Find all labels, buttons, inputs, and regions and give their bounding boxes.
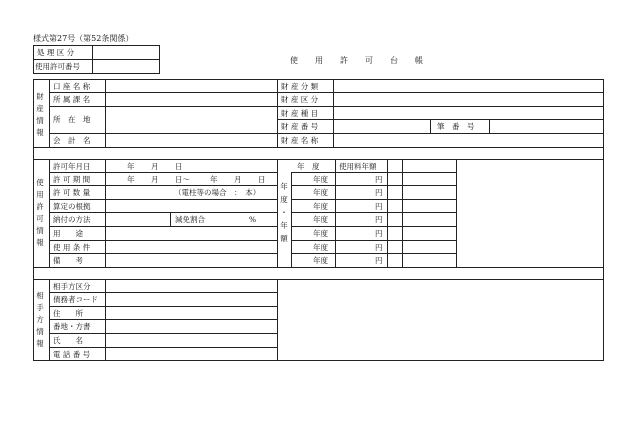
account-name-label: 口 座 名 称 <box>53 82 91 91</box>
name-label: 氏 名 <box>53 336 83 345</box>
fee-row-yen: 円 <box>375 256 383 265</box>
permit-date-year: 年 <box>127 162 135 171</box>
permit-quantity-label: 許 可 数 量 <box>53 188 91 197</box>
fee-row-yen: 円 <box>375 175 383 184</box>
fee-row-year: 年度 <box>313 229 328 238</box>
permit-date-day: 日 <box>175 162 183 171</box>
payment-method-label: 納付の方法 <box>53 215 91 224</box>
fee-amount-header: 使用料年額 <box>339 162 377 171</box>
permit-period-label: 許 可 期 間 <box>53 175 91 184</box>
period-end-month: 月 <box>234 175 242 184</box>
fee-row-yen: 円 <box>375 188 383 197</box>
fee-row-yen: 円 <box>375 243 383 252</box>
permit-number-label: 使用許可番号 <box>35 62 80 71</box>
period-start-year: 年 <box>127 175 135 184</box>
title-char-5: 台 <box>390 56 398 65</box>
calculation-basis-label: 算定の根拠 <box>53 202 91 211</box>
fee-row-yen: 円 <box>375 215 383 224</box>
address-detail-label: 番地・方書 <box>53 322 91 331</box>
period-separator: 日～ <box>175 175 190 184</box>
period-start-month: 月 <box>151 175 159 184</box>
period-end-year: 年 <box>210 175 218 184</box>
processing-category-label: 処 理 区 分 <box>37 48 75 57</box>
property-side-label: 財 産 情 報 <box>36 92 44 137</box>
permit-date-month: 月 <box>151 162 159 171</box>
property-class-label: 財 産 分 類 <box>281 82 319 91</box>
fee-row-yen: 円 <box>375 202 383 211</box>
quantity-note: （電柱等の場合 ： 本） <box>174 188 261 197</box>
remarks-label: 備 考 <box>53 256 83 265</box>
fee-row-year: 年度 <box>313 215 328 224</box>
property-type-label: 財 産 種 目 <box>281 109 319 118</box>
property-number-label: 財 産 番 号 <box>281 122 319 131</box>
reduction-percent: % <box>249 215 257 224</box>
title-char-6: 帳 <box>415 56 423 65</box>
usage-conditions-label: 使 用 条 件 <box>53 243 91 252</box>
permit-side-label: 使 用 許 可 情 報 <box>36 178 44 247</box>
title-char-3: 許 <box>340 56 348 65</box>
fee-row-yen: 円 <box>375 229 383 238</box>
debtor-code-label: 債務者コード <box>53 295 98 304</box>
address-label: 住 所 <box>53 309 83 318</box>
fee-row-year: 年度 <box>313 202 328 211</box>
accounting-name-label: 会 計 名 <box>53 136 91 145</box>
fee-row-year: 年度 <box>313 256 328 265</box>
permit-date-label: 許可年月日 <box>53 162 91 171</box>
title-char-2: 用 <box>315 56 323 65</box>
phone-number-label: 電 話 番 号 <box>53 350 91 359</box>
fee-row-year: 年度 <box>313 188 328 197</box>
fee-row-year: 年度 <box>313 243 328 252</box>
period-end-day: 日 <box>258 175 266 184</box>
fee-side-label: 年 度 ・ 年 額 <box>280 182 288 243</box>
counterparty-type-label: 相手方区分 <box>53 282 91 291</box>
counterparty-side-label: 相 手 方 情 報 <box>36 291 44 348</box>
department-label: 所 属 課 名 <box>53 95 91 104</box>
purpose-label: 用 途 <box>53 229 83 238</box>
form-number: 様式第27号（第52条関係） <box>33 34 134 43</box>
title-char-1: 使 <box>290 56 298 65</box>
property-division-label: 財 産 区 分 <box>281 95 319 104</box>
reduction-rate-label: 減免割合 <box>175 215 205 224</box>
fee-year-header: 年 度 <box>297 162 320 171</box>
lot-number-label: 筆 番 号 <box>437 122 475 131</box>
fee-row-year: 年度 <box>313 175 328 184</box>
property-name-label: 財 産 名 称 <box>281 136 319 145</box>
title-char-4: 可 <box>365 56 373 65</box>
location-label: 所 在 地 <box>53 115 91 124</box>
